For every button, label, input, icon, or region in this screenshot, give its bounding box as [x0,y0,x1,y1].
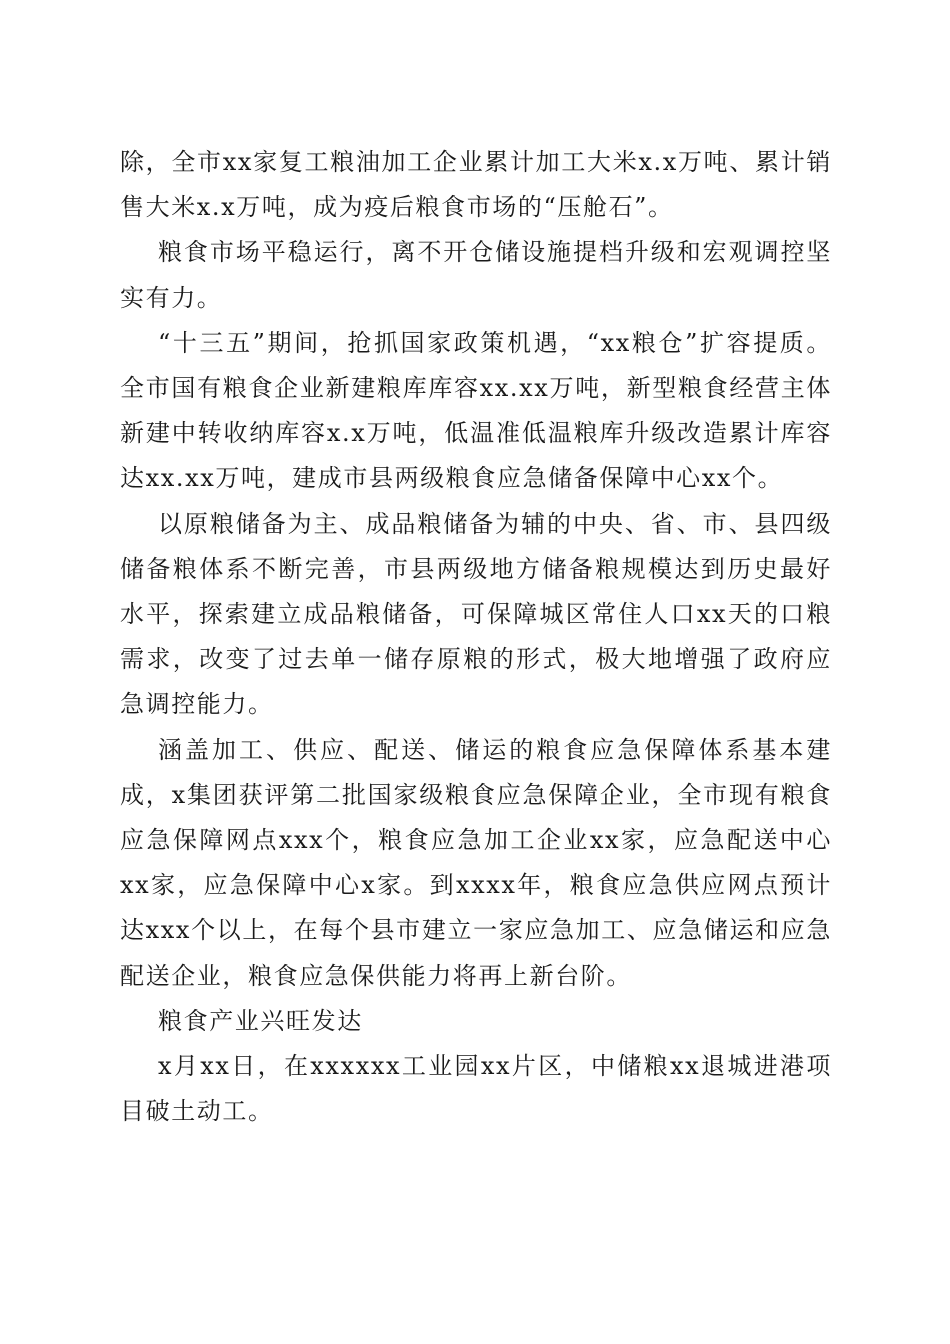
paragraph-storage-intro: 粮食市场平稳运行，离不开仓储设施提档升级和宏观调控坚实有力。 [120,238,832,312]
paragraph-project-start: x月xx日，在xxxxxx工业园xx片区，中储粮xx退城进港项目破土动工。 [120,1052,832,1126]
paragraph-continuation: 除，全市xx家复工粮油加工企业累计加工大米x.x万吨、累计销售大米x.x万吨，成为疫后粮食市场的“压舱石”。 [120,148,832,222]
paragraph-emergency-system: 涵盖加工、供应、配送、储运的粮食应急保障体系基本建成，x集团获评第二批国家级粮食应急保障企业，全市现有粮食应急保障网点xxx个，粮食应急加工企业xx家，应急配送中心xx家，应急保障中心x家。到xxxx年，粮食应急供应网点预计达xxx个以上，在每个县市建立一家应急加工、应急储运和应急配送企业，粮食应急保供能力将再上新台阶。 [120,735,832,990]
document-body [120,140,832,1134]
paragraph-granary-expansion: “十三五”期间，抢抓国家政策机遇，“xx粮仓”扩容提质。全市国有粮食企业新建粮库库容xx.xx万吨，新型粮食经营主体新建中转收纳库容x.x万吨，低温准低温粮库升级改造累计库容达xx.xx万吨，建成市县两级粮食应急储备保障中心xx个。 [120,328,832,493]
paragraph-reserve-system: 以原粮储备为主、成品粮储备为辅的中央、省、市、县四级储备粮体系不断完善，市县两级地方储备粮规模达到历史最好水平，探索建立成品粮储备，可保障城区常住人口xx天的口粮需求，改变了过去单一储存原粮的形式，极大地增强了政府应急调控能力。 [120,509,832,719]
section-heading-grain-industry: 粮食产业兴旺发达 [158,1006,363,1035]
